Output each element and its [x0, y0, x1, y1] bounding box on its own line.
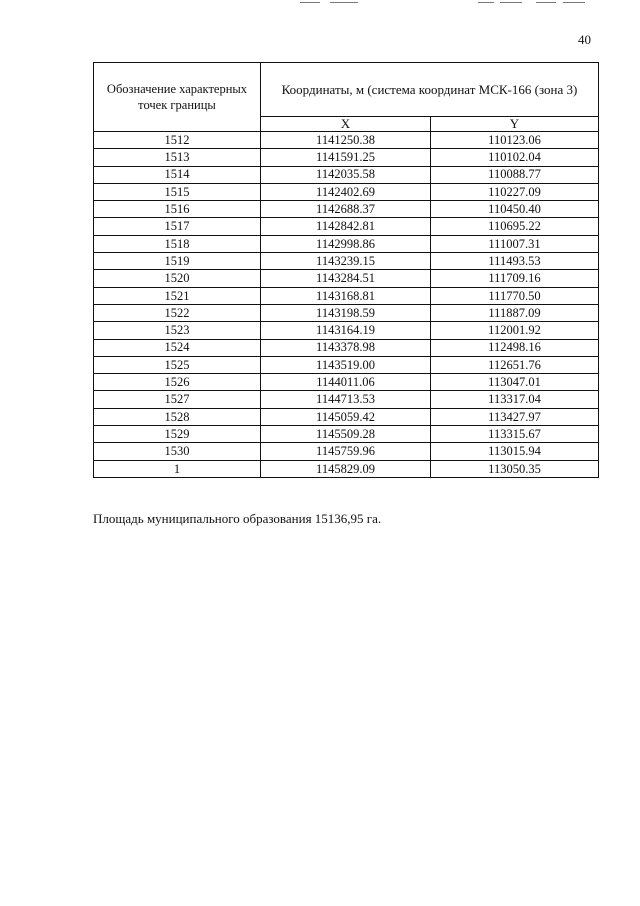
y-coordinate-cell: 113427.97: [431, 408, 599, 425]
table-row: [94, 218, 599, 235]
table-row: [94, 304, 599, 321]
point-cell: 1515: [94, 183, 261, 200]
table-row: [94, 460, 599, 477]
x-coordinate-cell: 1143168.81: [261, 287, 431, 304]
x-coordinate-cell: 1145059.42: [261, 408, 431, 425]
table-row: [94, 426, 599, 443]
area-note: Площадь муниципального образования 15136,95 га.: [93, 511, 382, 526]
x-coordinate-cell: 1143239.15: [261, 253, 431, 270]
x-coordinate-cell: 1143164.19: [261, 322, 431, 339]
y-coordinate-cell: 112651.76: [431, 356, 599, 373]
table-row: [94, 270, 599, 287]
point-cell: 1522: [94, 304, 261, 321]
y-coordinate-cell: 111709.16: [431, 270, 599, 287]
point-cell: 1517: [94, 218, 261, 235]
point-cell: 1529: [94, 426, 261, 443]
point-cell: 1527: [94, 391, 261, 408]
y-coordinate-cell: 110088.77: [431, 166, 599, 183]
x-coordinate-cell: 1143198.59: [261, 304, 431, 321]
point-cell: 1521: [94, 287, 261, 304]
point-designation-header: Обозначение характерных точек границы: [94, 63, 261, 132]
table-row: [94, 443, 599, 460]
y-coordinate-cell: 113047.01: [431, 374, 599, 391]
x-coordinate-cell: 1145829.09: [261, 460, 431, 477]
x-coordinate-cell: 1142998.86: [261, 235, 431, 252]
point-cell: 1528: [94, 408, 261, 425]
table-row: [94, 235, 599, 252]
y-coordinate-cell: 112498.16: [431, 339, 599, 356]
point-cell: 1524: [94, 339, 261, 356]
table-body: [94, 132, 599, 478]
y-coordinate-cell: 111887.09: [431, 304, 599, 321]
y-coordinate-cell: 111493.53: [431, 253, 599, 270]
y-coordinate-cell: 110695.22: [431, 218, 599, 235]
coordinates-table: [93, 62, 599, 478]
table-row: [94, 166, 599, 183]
x-coordinate-cell: 1142688.37: [261, 201, 431, 218]
point-cell: 1518: [94, 235, 261, 252]
point-cell: 1512: [94, 132, 261, 149]
table-row: [94, 201, 599, 218]
point-cell: 1519: [94, 253, 261, 270]
x-coordinate-cell: 1141250.38: [261, 132, 431, 149]
table-row: [94, 356, 599, 373]
table-row: [94, 287, 599, 304]
x-coordinate-cell: 1145759.96: [261, 443, 431, 460]
point-cell: 1523: [94, 322, 261, 339]
x-column-header: X: [261, 116, 431, 131]
y-coordinate-cell: 111770.50: [431, 287, 599, 304]
x-coordinate-cell: 1142402.69: [261, 183, 431, 200]
table-row: [94, 391, 599, 408]
point-cell: 1516: [94, 201, 261, 218]
y-coordinate-cell: 110450.40: [431, 201, 599, 218]
y-coordinate-cell: 110123.06: [431, 132, 599, 149]
y-coordinate-cell: 111007.31: [431, 235, 599, 252]
y-coordinate-cell: 110102.04: [431, 149, 599, 166]
point-cell: 1513: [94, 149, 261, 166]
point-cell: 1514: [94, 166, 261, 183]
point-cell: 1: [94, 460, 261, 477]
y-coordinate-cell: 113015.94: [431, 443, 599, 460]
x-coordinate-cell: 1141591.25: [261, 149, 431, 166]
point-cell: 1526: [94, 374, 261, 391]
x-coordinate-cell: 1143378.98: [261, 339, 431, 356]
coordinates-header: Координаты, м (система координат МСК-166 (зона 3): [261, 63, 599, 117]
table-row: [94, 149, 599, 166]
y-coordinate-cell: 113050.35: [431, 460, 599, 477]
table-row: [94, 183, 599, 200]
table-row: [94, 253, 599, 270]
table-row: [94, 132, 599, 149]
x-coordinate-cell: 1142842.81: [261, 218, 431, 235]
x-coordinate-cell: 1144713.53: [261, 391, 431, 408]
table-row: [94, 339, 599, 356]
y-coordinate-cell: 112001.92: [431, 322, 599, 339]
x-coordinate-cell: 1143284.51: [261, 270, 431, 287]
point-cell: 1525: [94, 356, 261, 373]
y-coordinate-cell: 110227.09: [431, 183, 599, 200]
y-column-header: Y: [431, 116, 599, 131]
point-cell: 1530: [94, 443, 261, 460]
table-row: [94, 374, 599, 391]
scan-artifact-marks: [0, 0, 640, 8]
x-coordinate-cell: 1144011.06: [261, 374, 431, 391]
y-coordinate-cell: 113317.04: [431, 391, 599, 408]
point-cell: 1520: [94, 270, 261, 287]
table-row: [94, 322, 599, 339]
x-coordinate-cell: 1145509.28: [261, 426, 431, 443]
y-coordinate-cell: 113315.67: [431, 426, 599, 443]
x-coordinate-cell: 1143519.00: [261, 356, 431, 373]
page-number: 40: [578, 32, 591, 47]
x-coordinate-cell: 1142035.58: [261, 166, 431, 183]
table-row: [94, 408, 599, 425]
